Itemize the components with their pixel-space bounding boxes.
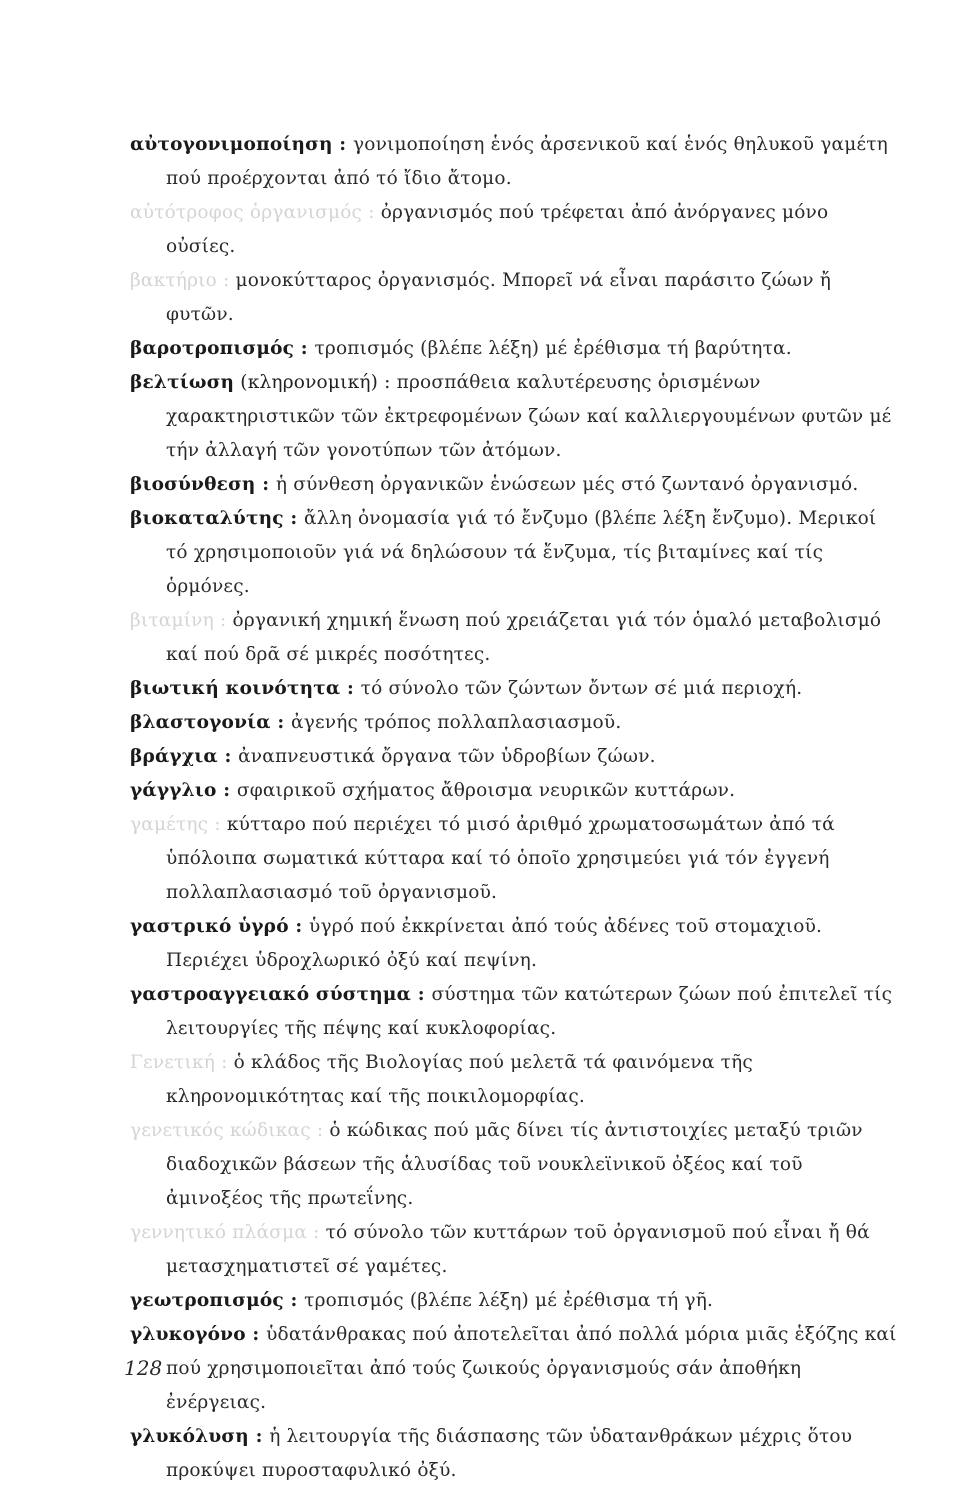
entry-term: βιοσύνθεση	[130, 474, 256, 495]
entry-definition: σφαιρικοῦ σχήματος ἄθροισμα νευρικῶν κυττάρων.	[236, 780, 736, 801]
entry-separator: :	[411, 984, 432, 1005]
entry-separator: :	[332, 134, 353, 155]
entry-term: γλυκογόνο	[130, 1324, 246, 1345]
glossary-entry	[130, 1420, 900, 1488]
entry-term: αὐτογονιμοποίηση	[130, 134, 333, 155]
entry-separator: :	[288, 916, 310, 937]
entry-definition: γονιμοποίηση ἑνός ἀρσενικοῦ καί ἑνός θηλυκοῦ γαμέτη πού προέρχονται ἀπό τό ἴδιο ἄτομο.	[166, 134, 888, 189]
entry-definition: ὑγρό πού ἐκκρίνεται ἀπό τούς ἀδένες τοῦ στομαχιοῦ. Περιέχει ὑδροχλωρικό ὀξύ καί πεψίνη.	[166, 916, 823, 971]
glossary-entry	[130, 1216, 900, 1284]
entry-separator: :	[283, 508, 305, 529]
entry-separator: :	[255, 474, 276, 495]
entry-term: αὐτότροφος ὀργανισμός	[130, 202, 363, 223]
entry-separator: :	[216, 780, 237, 801]
entry-definition: τροπισμός (βλέπε λέξη) μέ ἐρέθισμα τή γῆ.	[304, 1290, 714, 1311]
glossary-entry	[130, 1046, 900, 1114]
entry-definition: ἀναπνευστικά ὄργανα τῶν ὑδροβίων ζώων.	[238, 746, 656, 767]
entry-separator: :	[248, 1426, 270, 1447]
entry-separator: :	[245, 1324, 267, 1345]
entry-definition: κύτταρο πού περιέχει τό μισό ἀριθμό χρωματοσωμάτων ἀπό τά ὑπόλοιπα σωματικά κύτταρα καί τό ὁποῖο χρησιμεύει γιά τόν ἐγγενή πολλαπλασιασμό τοῦ ὀργανισμοῦ.	[166, 814, 835, 903]
entry-definition: ἄλλη ὀνομασία γιά τό ἔνζυμο (βλέπε λέξη ἔνζυμο). Μερικοί τό χρησιμοποιοῦν γιά νά δηλώσουν τά ἔνζυμα, τίς βιταμίνες καί τίς ὁρμόνες.	[166, 508, 877, 597]
glossary-entry	[130, 468, 900, 502]
entry-definition: ὀργανική χημική ἕνωση πού χρειάζεται γιά τόν ὁμαλό μεταβολισμό καί πού δρᾶ σέ μικρές ποσότητες.	[166, 610, 882, 665]
entry-term: γάγγλιο	[130, 780, 217, 801]
glossary-entry	[130, 264, 900, 332]
entry-definition: προσπάθεια καλυτέρευσης ὁρισμένων χαρακτηριστικῶν τῶν ἐκτρεφομένων ζώων καί καλλιεργουμένων φυτῶν μέ τήν ἀλλαγή τῶν γονοτύπων τῶν ἀτόμων.	[166, 372, 892, 461]
glossary-entry	[130, 672, 900, 706]
entry-definition: τροπισμός (βλέπε λέξη) μέ ἐρέθισμα τή βαρύτητα.	[314, 338, 792, 359]
entry-term: βελτίωση	[130, 372, 235, 393]
entry-term: γαστρικό ὑγρό	[130, 916, 289, 937]
entry-term: γεννητικό πλάσμα	[130, 1222, 308, 1243]
glossary-page	[130, 128, 900, 1488]
entry-separator: :	[340, 678, 361, 699]
glossary-entry	[130, 774, 900, 808]
entry-separator: :	[216, 270, 236, 291]
entry-definition: ὁ κλάδος τῆς Βιολογίας πού μελετᾶ τά φαινόμενα τῆς κληρονομικότητας καί τῆς ποικιλομορφίας.	[166, 1052, 753, 1107]
glossary-entry	[130, 740, 900, 774]
page-number: 128	[124, 1356, 163, 1380]
glossary-entry	[130, 332, 900, 366]
entry-definition: ἡ σύνθεση ὀργανικῶν ἑνώσεων μές στό ζωντανό ὀργανισμό.	[275, 474, 859, 495]
entry-separator: :	[294, 338, 315, 359]
entry-separator: :	[310, 1120, 330, 1141]
entry-definition: μονοκύτταρος ὀργανισμός. Μπορεῖ νά εἶναι παράσιτο ζώων ἤ φυτῶν.	[166, 270, 832, 325]
entry-separator: :	[307, 1222, 326, 1243]
entry-separator: :	[213, 610, 233, 631]
glossary-entry	[130, 1114, 900, 1216]
glossary-entry	[130, 196, 900, 264]
glossary-entry	[130, 978, 900, 1046]
entry-term: βαροτροπισμός	[130, 338, 295, 359]
entry-term: βιοκαταλύτης	[130, 508, 284, 529]
entry-term: βλαστογονία	[130, 712, 271, 733]
glossary-entry	[130, 128, 900, 196]
entry-term: γαμέτης	[130, 814, 209, 835]
entry-definition: ὀργανισμός πού τρέφεται ἀπό ἀνόργανες μόνο οὐσίες.	[166, 202, 829, 257]
entry-term: Γενετική	[130, 1052, 215, 1073]
entry-definition: ἡ λειτουργία τῆς διάσπασης τῶν ὑδατανθράκων μέχρις ὅτου προκύψει πυροσταφυλικό ὀξύ.	[166, 1426, 853, 1481]
glossary-entry	[130, 808, 900, 910]
entry-separator: :	[215, 1052, 234, 1073]
glossary-entry	[130, 502, 900, 604]
entry-term: βιταμίνη	[130, 610, 214, 631]
entry-definition: ὁ κώδικας πού μᾶς δίνει τίς ἀντιστοιχίες μεταξύ τριῶν διαδοχικῶν βάσεων τῆς ἁλυσίδας τοῦ νουκλεϊνικοῦ ὀξέος καί τοῦ ἀμινοξέος τῆς πρωτεΐνης.	[166, 1120, 863, 1209]
entry-term: γαστροαγγειακό σύστημα	[130, 984, 412, 1005]
entry-definition: ἀγενής τρόπος πολλαπλασιασμοῦ.	[291, 712, 622, 733]
entry-definition: ὑδατάνθρακας πού ἀποτελεῖται ἀπό πολλά μόρια μιᾶς ἑξόζης καί πού χρησιμοποιεῖται ἀπό τούς ζωικούς ὀργανισμούς σάν ἀποθήκη ἐνέργειας.	[166, 1324, 897, 1413]
entry-separator: (κληρονομική) :	[234, 372, 397, 393]
entry-term: γλυκόλυση	[130, 1426, 249, 1447]
entry-term: γενετικός κώδικας	[130, 1120, 311, 1141]
entry-term: γεωτροπισμός	[130, 1290, 284, 1311]
glossary-entry	[130, 366, 900, 468]
entry-definition: σύστημα τῶν κατώτερων ζώων πού ἐπιτελεῖ τίς λειτουργίες τῆς πέψης καί κυκλοφορίας.	[166, 984, 893, 1039]
glossary-entry	[130, 1284, 900, 1318]
entry-definition: τό σύνολο τῶν κυττάρων τοῦ ὀργανισμοῦ πού εἶναι ἤ θά μετασχηματιστεῖ σέ γαμέτες.	[166, 1222, 870, 1277]
entry-separator: :	[362, 202, 381, 223]
entry-definition: τό σύνολο τῶν ζώντων ὄντων σέ μιά περιοχή.	[360, 678, 803, 699]
glossary-entry	[130, 604, 900, 672]
glossary-entry	[130, 910, 900, 978]
glossary-entry	[130, 1318, 900, 1420]
entry-separator: :	[270, 712, 292, 733]
entry-separator: :	[217, 746, 239, 767]
glossary-entry	[130, 706, 900, 740]
entry-term: βακτήριο	[130, 270, 217, 291]
entry-term: βιωτική κοινότητα	[130, 678, 341, 699]
entry-term: βράγχια	[130, 746, 218, 767]
entry-separator: :	[283, 1290, 305, 1311]
entry-separator: :	[208, 814, 227, 835]
